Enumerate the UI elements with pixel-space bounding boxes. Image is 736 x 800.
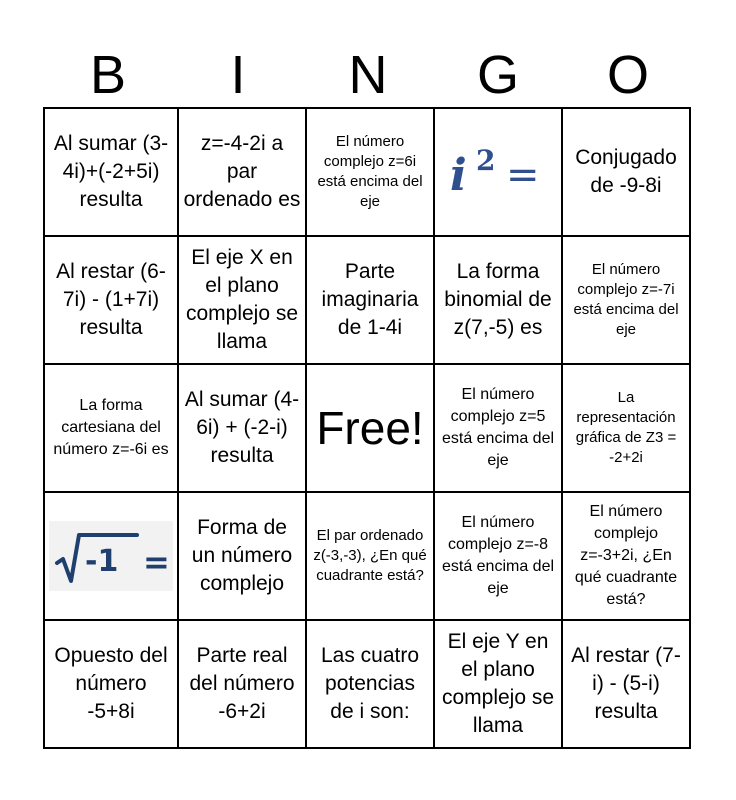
cell-text: Opuesto del número -5+8i bbox=[54, 644, 168, 723]
cell-text: Al restar (7-i) - (5-i) resulta bbox=[571, 644, 681, 723]
bingo-row-4 bbox=[44, 492, 690, 620]
sqrt-minus-one-image bbox=[49, 521, 173, 591]
bingo-row-5 bbox=[44, 620, 690, 748]
cell-text: z=-4-2i a par ordenado es bbox=[183, 132, 301, 211]
sqrt-minus-one-formula-icon bbox=[49, 521, 173, 591]
bingo-header bbox=[43, 44, 693, 106]
cell-text: El par ordenado z(-3,-3), ¿En qué cuadrante está? bbox=[313, 527, 427, 584]
i-base: i bbox=[450, 150, 467, 200]
bingo-cell[interactable] bbox=[434, 492, 562, 620]
bingo-cell[interactable] bbox=[306, 620, 434, 748]
bingo-row-1 bbox=[44, 108, 690, 236]
bingo-cell[interactable] bbox=[562, 492, 690, 620]
bingo-row-2 bbox=[44, 236, 690, 364]
bingo-cell[interactable] bbox=[178, 236, 306, 364]
free-cell[interactable] bbox=[306, 364, 434, 492]
i-squared-formula-icon bbox=[442, 144, 554, 200]
free-label: Free! bbox=[316, 402, 424, 454]
equals-sign: = bbox=[506, 152, 540, 198]
cell-text: El eje X en el plano complejo se llama bbox=[185, 246, 299, 353]
equals-sign: = bbox=[143, 543, 170, 581]
header-letter-g: G bbox=[476, 45, 519, 105]
header-letter-b: B bbox=[89, 45, 127, 105]
bingo-cell[interactable] bbox=[434, 108, 562, 236]
bingo-cell[interactable] bbox=[44, 236, 178, 364]
cell-text: El número complejo z=-8 está encima del eje bbox=[441, 514, 555, 597]
header-letter-o: O bbox=[606, 45, 649, 105]
cell-text: Al sumar (4-6i) + (-2-i) resulta bbox=[184, 388, 300, 467]
cell-text: Al restar (6-7i) - (1+7i) resulta bbox=[56, 260, 166, 339]
cell-text: El número complejo z=-7i está encima del eje bbox=[573, 261, 679, 338]
bingo-cell[interactable] bbox=[44, 620, 178, 748]
cell-text: Parte real del número -6+2i bbox=[189, 644, 295, 723]
cell-text: Conjugado de -9-8i bbox=[575, 146, 677, 197]
bingo-cell[interactable] bbox=[562, 364, 690, 492]
bingo-cell[interactable] bbox=[44, 364, 178, 492]
cell-text: La forma binomial de z(7,-5) es bbox=[444, 260, 552, 339]
header-letter-n: N bbox=[348, 45, 388, 105]
cell-text: Parte imaginaria de 1-4i bbox=[321, 260, 419, 339]
cell-text: Forma de un número complejo bbox=[191, 516, 293, 595]
cell-text: El número complejo z=-3+2i, ¿En qué cuadrante está? bbox=[574, 503, 678, 608]
i-exponent: 2 bbox=[476, 144, 496, 177]
bingo-cell[interactable] bbox=[178, 364, 306, 492]
cell-text: Las cuatro potencias de i son: bbox=[320, 644, 420, 723]
bingo-cell[interactable] bbox=[44, 108, 178, 236]
bingo-cell[interactable] bbox=[178, 108, 306, 236]
bingo-cell[interactable] bbox=[306, 492, 434, 620]
bingo-cell[interactable] bbox=[562, 236, 690, 364]
cell-text: La representación gráfica de Z3 = -2+2i bbox=[575, 389, 677, 466]
radicand: -1 bbox=[85, 544, 119, 579]
i-squared-image bbox=[439, 144, 557, 200]
bingo-cell[interactable] bbox=[434, 620, 562, 748]
bingo-cell[interactable] bbox=[178, 492, 306, 620]
cell-text: El número complejo z=6i está encima del eje bbox=[317, 133, 423, 210]
cell-text: El eje Y en el plano complejo se llama bbox=[441, 630, 555, 737]
bingo-cell[interactable] bbox=[434, 364, 562, 492]
bingo-cell[interactable] bbox=[562, 620, 690, 748]
bingo-cell[interactable] bbox=[434, 236, 562, 364]
bingo-cell[interactable] bbox=[306, 236, 434, 364]
cell-text: Al sumar (3-4i)+(-2+5i) resulta bbox=[53, 132, 169, 211]
bingo-row-3 bbox=[44, 364, 690, 492]
cell-text: La forma cartesiana del número z=-6i es bbox=[53, 397, 169, 458]
cell-text: El número complejo z=5 está encima del eje bbox=[441, 386, 555, 469]
bingo-cell[interactable] bbox=[44, 492, 178, 620]
bingo-cell[interactable] bbox=[178, 620, 306, 748]
header-letter-i: I bbox=[230, 45, 246, 105]
bingo-card bbox=[43, 107, 691, 749]
bingo-cell[interactable] bbox=[562, 108, 690, 236]
bingo-cell[interactable] bbox=[306, 108, 434, 236]
